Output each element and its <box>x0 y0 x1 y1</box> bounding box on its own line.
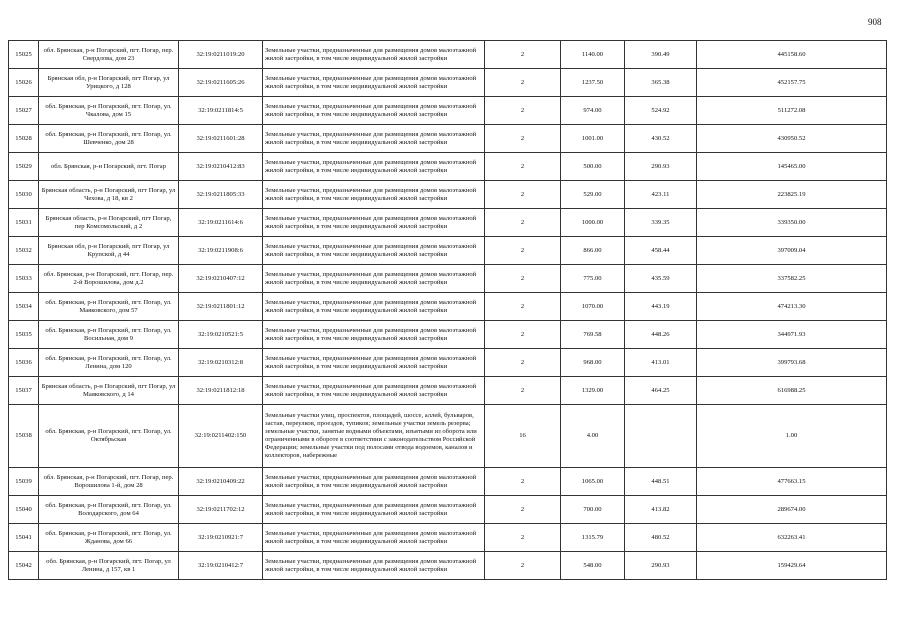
use-group-code-cell: 2 <box>485 377 561 405</box>
cadastral-number-cell: 32:19:0210409:22 <box>179 468 263 496</box>
land-use-cell: Земельные участки, предназначенные для размещения домов малоэтажной жилой застройки, в том числе индивидуальной жилой застройки <box>263 69 485 97</box>
use-group-code-cell: 2 <box>485 209 561 237</box>
record-number: 15031 <box>9 209 39 237</box>
cadastral-number-cell: 32:19:0210412:7 <box>179 552 263 580</box>
table-row <box>9 265 887 293</box>
specific-value-cell: 423.11 <box>625 181 697 209</box>
area-cell: 700.00 <box>561 496 625 524</box>
specific-value-cell: 435.59 <box>625 265 697 293</box>
record-number: 15036 <box>9 349 39 377</box>
address-cell: обл. Брянская, р-н Погарский, пгт. Погар, ул. Шевченко, дом 28 <box>39 125 179 153</box>
cadastral-number-cell: 32:19:0211601:28 <box>179 125 263 153</box>
record-number: 15025 <box>9 41 39 69</box>
table-row <box>9 293 887 321</box>
land-use-cell: Земельные участки, предназначенные для размещения домов малоэтажной жилой застройки, в том числе индивидуальной жилой застройки <box>263 125 485 153</box>
area-cell: 548.00 <box>561 552 625 580</box>
table-row <box>9 69 887 97</box>
address-cell: обл. Брянская, р-н Погарский, пгт. Погар, ул. Ленина, дом 120 <box>39 349 179 377</box>
record-number: 15029 <box>9 153 39 181</box>
address-cell: Брянская область, р-н Погарский, пгт Погар, ул Маяковского, д 14 <box>39 377 179 405</box>
cadastral-number-cell: 32:19:0211814:5 <box>179 97 263 125</box>
table-row <box>9 552 887 580</box>
cadastral-number-cell: 32:19:0211614:6 <box>179 209 263 237</box>
cadastral-number-cell: 32:19:0211605:26 <box>179 69 263 97</box>
cadastral-value-table <box>8 40 887 580</box>
use-group-code-cell: 2 <box>485 552 561 580</box>
use-group-code-cell: 2 <box>485 69 561 97</box>
table-row <box>9 524 887 552</box>
cadastral-number-cell: 32:19:0210521:5 <box>179 321 263 349</box>
land-use-cell: Земельные участки, предназначенные для размещения домов малоэтажной жилой застройки, в том числе индивидуальной жилой застройки <box>263 496 485 524</box>
table-body <box>9 41 887 580</box>
cadastral-value-cell: 616988.25 <box>697 377 887 405</box>
use-group-code-cell: 2 <box>485 153 561 181</box>
address-cell: Брянская область, р-н Погарский, пгт Погар, ул Чехова, д 18, кв 2 <box>39 181 179 209</box>
land-use-cell: Земельные участки улиц, проспектов, площадей, шоссе, аллей, бульваров, застав, переулков, проездов, тупиков; земельные участки земель резерва; земельные участки, занятые водными объектами, изъятыми из оборота или ограниченными в обороте в соответствии с законодательством Российской Федерации; земельные участки под полосами отвода водоемов, каналов и коллекторов, набережные <box>263 405 485 468</box>
cadastral-value-cell: 339350.00 <box>697 209 887 237</box>
land-use-cell: Земельные участки, предназначенные для размещения домов малоэтажной жилой застройки, в том числе индивидуальной жилой застройки <box>263 41 485 69</box>
use-group-code-cell: 2 <box>485 496 561 524</box>
cadastral-value-cell: 344971.93 <box>697 321 887 349</box>
record-number: 15038 <box>9 405 39 468</box>
address-cell: обл. Брянская, р-н Погарский, пгт. Погар, ул. Володарского, дом 64 <box>39 496 179 524</box>
area-cell: 1070.00 <box>561 293 625 321</box>
address-cell: Брянская обл, р-н Погарский, пгт Погар, ул Урицкого, д 128 <box>39 69 179 97</box>
table-row <box>9 153 887 181</box>
cadastral-number-cell: 32:19:0211805:33 <box>179 181 263 209</box>
use-group-code-cell: 2 <box>485 349 561 377</box>
cadastral-value-cell: 399793.68 <box>697 349 887 377</box>
table-row <box>9 468 887 496</box>
land-use-cell: Земельные участки, предназначенные для размещения домов малоэтажной жилой застройки, в том числе индивидуальной жилой застройки <box>263 181 485 209</box>
specific-value-cell: 524.92 <box>625 97 697 125</box>
area-cell: 500.00 <box>561 153 625 181</box>
table-row <box>9 41 887 69</box>
table-row <box>9 97 887 125</box>
specific-value-cell: 480.52 <box>625 524 697 552</box>
specific-value-cell: 290.93 <box>625 153 697 181</box>
area-cell: 4.00 <box>561 405 625 468</box>
table-row <box>9 181 887 209</box>
use-group-code-cell: 2 <box>485 321 561 349</box>
cadastral-number-cell: 32:19:0211702:12 <box>179 496 263 524</box>
area-cell: 1140.00 <box>561 41 625 69</box>
use-group-code-cell: 2 <box>485 41 561 69</box>
address-cell: Брянская обл, р-н Погарский, пгт Погар, ул Крупской, д 44 <box>39 237 179 265</box>
table-row <box>9 377 887 405</box>
specific-value-cell: 448.26 <box>625 321 697 349</box>
land-use-cell: Земельные участки, предназначенные для размещения домов малоэтажной жилой застройки, в том числе индивидуальной жилой застройки <box>263 377 485 405</box>
address-cell: обл. Брянская, р-н Погарский, пгт. Погар, пер. 2-й Ворошилова, дом д.2 <box>39 265 179 293</box>
cadastral-number-cell: 32:19:0210407:12 <box>179 265 263 293</box>
use-group-code-cell: 2 <box>485 125 561 153</box>
land-use-cell: Земельные участки, предназначенные для размещения домов малоэтажной жилой застройки, в том числе индивидуальной жилой застройки <box>263 237 485 265</box>
record-number: 15040 <box>9 496 39 524</box>
table-row <box>9 496 887 524</box>
cadastral-value-cell: 1.00 <box>697 405 887 468</box>
record-number: 15030 <box>9 181 39 209</box>
area-cell: 529.00 <box>561 181 625 209</box>
cadastral-number-cell: 32:19:0210312:8 <box>179 349 263 377</box>
land-use-cell: Земельные участки, предназначенные для размещения домов малоэтажной жилой застройки, в том числе индивидуальной жилой застройки <box>263 524 485 552</box>
area-cell: 775.00 <box>561 265 625 293</box>
table-row <box>9 125 887 153</box>
land-use-cell: Земельные участки, предназначенные для размещения домов малоэтажной жилой застройки, в том числе индивидуальной жилой застройки <box>263 97 485 125</box>
area-cell: 1237.50 <box>561 69 625 97</box>
cadastral-number-cell: 32:19:0210412:83 <box>179 153 263 181</box>
record-number: 15032 <box>9 237 39 265</box>
cadastral-value-cell: 397009.04 <box>697 237 887 265</box>
cadastral-number-cell: 32:19:0211402:150 <box>179 405 263 468</box>
cadastral-number-cell: 32:19:0210921:7 <box>179 524 263 552</box>
cadastral-number-cell: 32:19:0211801:12 <box>179 293 263 321</box>
cadastral-value-cell: 511272.08 <box>697 97 887 125</box>
record-number: 15037 <box>9 377 39 405</box>
cadastral-value-cell: 445158.60 <box>697 41 887 69</box>
cadastral-value-cell: 477663.15 <box>697 468 887 496</box>
specific-value-cell: 290.93 <box>625 552 697 580</box>
cadastral-value-cell: 337582.25 <box>697 265 887 293</box>
cadastral-value-cell: 430950.52 <box>697 125 887 153</box>
record-number: 15027 <box>9 97 39 125</box>
address-cell: обл. Брянская, р-н Погарский, пгт. Погар, ул. Жданова, дом 66 <box>39 524 179 552</box>
use-group-code-cell: 2 <box>485 181 561 209</box>
address-cell: обл. Брянская, р-н Погарский, пгт. Погар, ул. Восильная, дом 9 <box>39 321 179 349</box>
address-cell: обл. Брянская, р-н Погарский, пгт. Погар, ул. Октябрьская <box>39 405 179 468</box>
record-number: 15033 <box>9 265 39 293</box>
specific-value-cell <box>625 405 697 468</box>
address-cell: обл. Брянская, р-н Погарский, пгт. Погар <box>39 153 179 181</box>
cadastral-number-cell: 32:19:0211019:20 <box>179 41 263 69</box>
cadastral-number-cell: 32:19:0211812:18 <box>179 377 263 405</box>
record-number: 15026 <box>9 69 39 97</box>
land-use-cell: Земельные участки, предназначенные для размещения домов малоэтажной жилой застройки, в том числе индивидуальной жилой застройки <box>263 209 485 237</box>
land-use-cell: Земельные участки, предназначенные для размещения домов малоэтажной жилой застройки, в том числе индивидуальной жилой застройки <box>263 265 485 293</box>
cadastral-value-cell: 452157.75 <box>697 69 887 97</box>
cadastral-value-cell: 289674.00 <box>697 496 887 524</box>
cadastral-value-cell: 632263.41 <box>697 524 887 552</box>
specific-value-cell: 365.38 <box>625 69 697 97</box>
specific-value-cell: 430.52 <box>625 125 697 153</box>
land-use-cell: Земельные участки, предназначенные для размещения домов малоэтажной жилой застройки, в том числе индивидуальной жилой застройки <box>263 468 485 496</box>
use-group-code-cell: 2 <box>485 524 561 552</box>
address-cell: обл. Брянская, р-н Погарский, пгт. Погар, пер. Свердлова, дом 23 <box>39 41 179 69</box>
use-group-code-cell: 2 <box>485 97 561 125</box>
cadastral-value-cell: 474213.30 <box>697 293 887 321</box>
specific-value-cell: 458.44 <box>625 237 697 265</box>
use-group-code-cell: 2 <box>485 293 561 321</box>
area-cell: 1065.00 <box>561 468 625 496</box>
use-group-code-cell: 2 <box>485 265 561 293</box>
land-use-cell: Земельные участки, предназначенные для размещения домов малоэтажной жилой застройки, в том числе индивидуальной жилой застройки <box>263 321 485 349</box>
area-cell: 866.00 <box>561 237 625 265</box>
specific-value-cell: 413.82 <box>625 496 697 524</box>
use-group-code-cell: 2 <box>485 237 561 265</box>
land-use-cell: Земельные участки, предназначенные для размещения домов малоэтажной жилой застройки, в том числе индивидуальной жилой застройки <box>263 153 485 181</box>
table-row <box>9 349 887 377</box>
cadastral-value-cell: 223825.19 <box>697 181 887 209</box>
specific-value-cell: 390.49 <box>625 41 697 69</box>
area-cell: 1329.00 <box>561 377 625 405</box>
address-cell: обл. Брянская, р-н Погарский, пгт. Погар, пер. Ворошилова 1-й, дом 28 <box>39 468 179 496</box>
specific-value-cell: 443.19 <box>625 293 697 321</box>
table-row <box>9 321 887 349</box>
address-cell: обл. Брянская, р-н Погарский, пгт. Погар, ул. Маяковского, дом 57 <box>39 293 179 321</box>
use-group-code-cell: 16 <box>485 405 561 468</box>
area-cell: 1001.00 <box>561 125 625 153</box>
record-number: 15028 <box>9 125 39 153</box>
specific-value-cell: 448.51 <box>625 468 697 496</box>
area-cell: 968.00 <box>561 349 625 377</box>
record-number: 15034 <box>9 293 39 321</box>
area-cell: 1315.79 <box>561 524 625 552</box>
table-row <box>9 237 887 265</box>
table-row <box>9 209 887 237</box>
land-use-cell: Земельные участки, предназначенные для размещения домов малоэтажной жилой застройки, в том числе индивидуальной жилой застройки <box>263 293 485 321</box>
record-number: 15035 <box>9 321 39 349</box>
specific-value-cell: 339.35 <box>625 209 697 237</box>
land-use-cell: Земельные участки, предназначенные для размещения домов малоэтажной жилой застройки, в том числе индивидуальной жилой застройки <box>263 349 485 377</box>
specific-value-cell: 464.25 <box>625 377 697 405</box>
area-cell: 974.00 <box>561 97 625 125</box>
page-number: 908 <box>868 17 882 27</box>
area-cell: 1000.00 <box>561 209 625 237</box>
address-cell: обл. Брянская, р-н Погарский, пгт. Погар, ул. Чкалова, дом 15 <box>39 97 179 125</box>
cadastral-value-cell: 159429.64 <box>697 552 887 580</box>
table-row <box>9 405 887 468</box>
record-number: 15041 <box>9 524 39 552</box>
address-cell: Брянская область, р-н Погарский, пгт Погар, пер Комсомольский, д 2 <box>39 209 179 237</box>
address-cell: обл. Брянская, р-н Погарский, пгт. Погар, ул Ленина, д 157, кв 1 <box>39 552 179 580</box>
cadastral-value-cell: 145465.00 <box>697 153 887 181</box>
use-group-code-cell: 2 <box>485 468 561 496</box>
area-cell: 769.58 <box>561 321 625 349</box>
cadastral-number-cell: 32:19:0211908:6 <box>179 237 263 265</box>
record-number: 15039 <box>9 468 39 496</box>
record-number: 15042 <box>9 552 39 580</box>
specific-value-cell: 413.01 <box>625 349 697 377</box>
land-use-cell: Земельные участки, предназначенные для размещения домов малоэтажной жилой застройки, в том числе индивидуальной жилой застройки <box>263 552 485 580</box>
